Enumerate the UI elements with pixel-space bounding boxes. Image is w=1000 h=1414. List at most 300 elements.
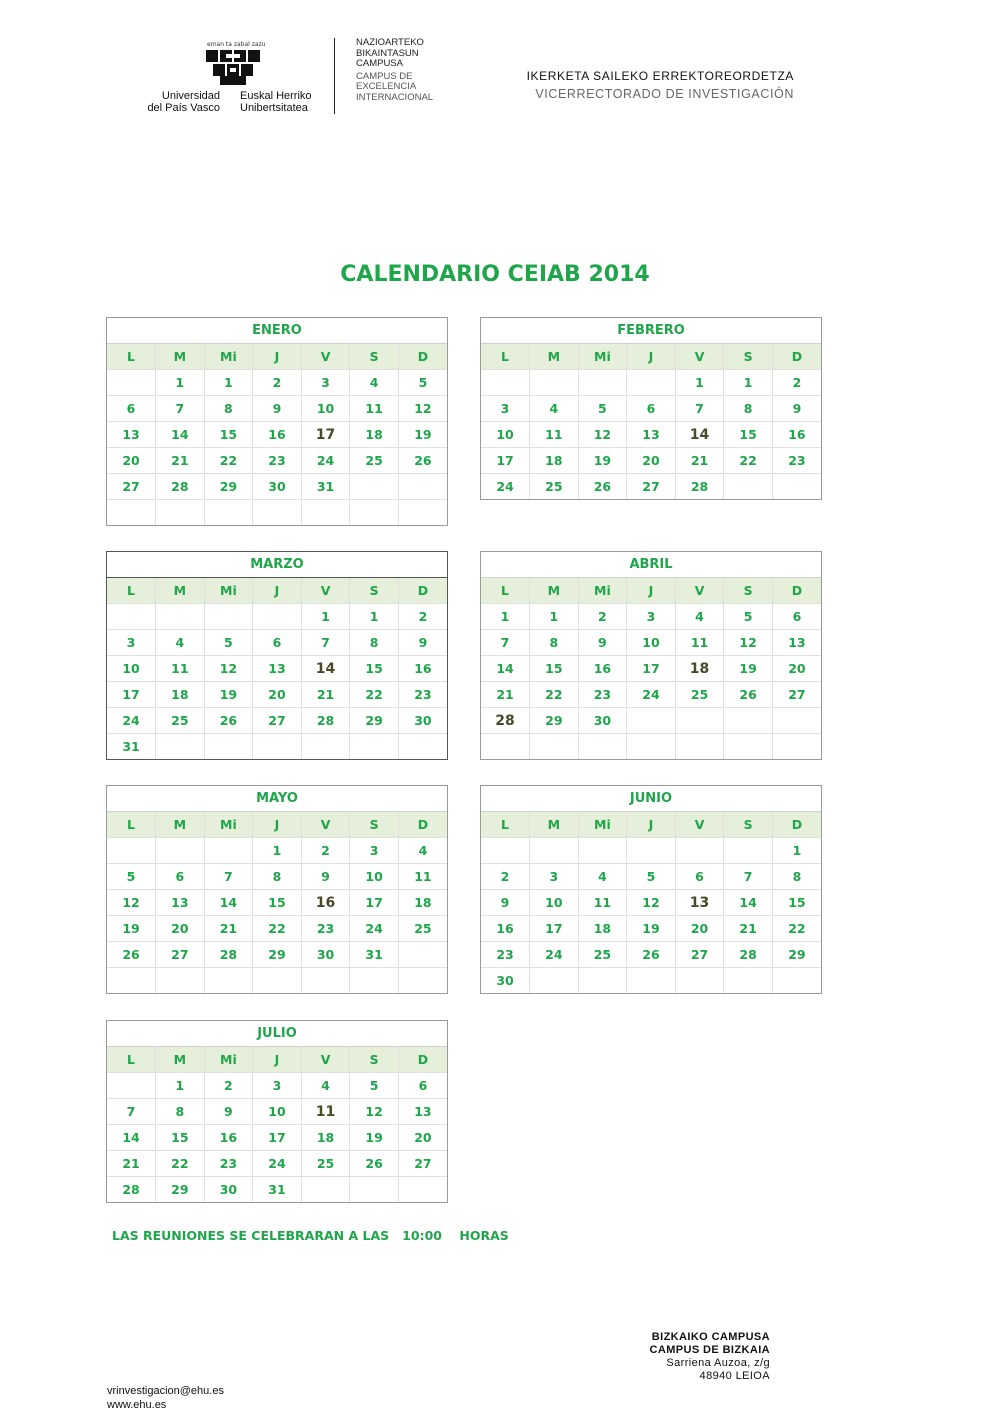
day-cell: 19 — [350, 1125, 399, 1151]
week-row — [107, 708, 447, 734]
day-cell: 4 — [301, 1073, 350, 1099]
day-cell: 21 — [107, 1151, 156, 1177]
empty-day-cell — [204, 604, 253, 630]
day-cell: 17 — [253, 1125, 302, 1151]
day-cell: 31 — [253, 1177, 302, 1203]
empty-day-cell — [204, 734, 253, 760]
month-table — [481, 812, 821, 993]
day-cell: 3 — [350, 838, 399, 864]
day-cell: 4 — [530, 396, 579, 422]
day-cell: 14 — [107, 1125, 156, 1151]
empty-day-cell — [398, 500, 447, 526]
weekday-label: J — [627, 812, 676, 838]
campus-address: BIZKAIKO CAMPUSA CAMPUS DE BIZKAIA Sarriena Auzoa, z/g 48940 LEIOA — [649, 1331, 770, 1382]
day-cell: 28 — [107, 1177, 156, 1203]
month-name: MAYO — [107, 786, 447, 812]
day-cell: 11 — [578, 890, 627, 916]
day-cell: 20 — [253, 682, 302, 708]
day-cell: 28 — [156, 474, 205, 500]
day-cell: 29 — [253, 942, 302, 968]
day-cell: 15 — [350, 656, 399, 682]
weekday-label: V — [301, 578, 350, 604]
weekday-label: Mi — [204, 812, 253, 838]
weekday-header-row — [481, 578, 821, 604]
week-row — [107, 422, 447, 448]
day-cell: 17 — [107, 682, 156, 708]
month-name: FEBRERO — [481, 318, 821, 344]
day-cell: 4 — [578, 864, 627, 890]
weekday-label: L — [481, 812, 530, 838]
day-cell: 9 — [253, 396, 302, 422]
day-cell: 14 — [481, 656, 530, 682]
day-cell: 27 — [253, 708, 302, 734]
day-cell: 16 — [772, 422, 821, 448]
day-cell: 30 — [253, 474, 302, 500]
week-row — [107, 682, 447, 708]
empty-day-cell — [724, 474, 773, 500]
day-cell: 24 — [301, 448, 350, 474]
day-cell: 7 — [107, 1099, 156, 1125]
month-calendar-marzo — [106, 551, 448, 760]
empty-day-cell — [156, 838, 205, 864]
month-table — [107, 1047, 447, 1202]
week-row — [481, 942, 821, 968]
day-cell: 18 — [301, 1125, 350, 1151]
day-cell: 3 — [253, 1073, 302, 1099]
day-cell: 3 — [301, 370, 350, 396]
day-cell: 3 — [530, 864, 579, 890]
day-cell: 1 — [350, 604, 399, 630]
day-cell: 25 — [350, 448, 399, 474]
day-cell: 14 — [724, 890, 773, 916]
day-cell: 24 — [530, 942, 579, 968]
weekday-label: S — [350, 578, 399, 604]
day-cell: 21 — [204, 916, 253, 942]
weekday-label: S — [724, 812, 773, 838]
day-cell: 9 — [301, 864, 350, 890]
day-cell: 31 — [107, 734, 156, 760]
day-cell: 1 — [724, 370, 773, 396]
day-cell: 23 — [481, 942, 530, 968]
day-cell: 3 — [107, 630, 156, 656]
week-row — [107, 1177, 447, 1203]
day-cell: 26 — [350, 1151, 399, 1177]
day-cell: 23 — [578, 682, 627, 708]
weekday-label: L — [481, 578, 530, 604]
empty-day-cell — [627, 708, 676, 734]
day-cell: 23 — [772, 448, 821, 474]
day-cell: 8 — [724, 396, 773, 422]
weekday-label: J — [253, 578, 302, 604]
weekday-label: V — [301, 812, 350, 838]
day-cell: 17 — [627, 656, 676, 682]
day-cell: 1 — [156, 1073, 205, 1099]
day-cell: 2 — [253, 370, 302, 396]
week-row — [481, 916, 821, 942]
day-cell: 12 — [350, 1099, 399, 1125]
day-cell: 4 — [156, 630, 205, 656]
weekday-label: L — [481, 344, 530, 370]
day-cell: 5 — [107, 864, 156, 890]
day-cell: 9 — [481, 890, 530, 916]
day-cell: 13 — [107, 422, 156, 448]
day-cell: 22 — [772, 916, 821, 942]
day-cell: 30 — [578, 708, 627, 734]
week-row — [107, 604, 447, 630]
weekday-label: M — [530, 812, 579, 838]
week-row — [107, 1073, 447, 1099]
week-row — [481, 734, 821, 760]
day-cell: 18 — [398, 890, 447, 916]
day-cell: 8 — [530, 630, 579, 656]
empty-day-cell — [724, 734, 773, 760]
weekday-label: J — [627, 344, 676, 370]
day-cell: 19 — [107, 916, 156, 942]
month-table — [107, 578, 447, 759]
week-row — [481, 864, 821, 890]
day-cell: 24 — [107, 708, 156, 734]
week-row — [107, 838, 447, 864]
weekday-label: L — [107, 578, 156, 604]
day-cell: 19 — [398, 422, 447, 448]
day-cell: 18 — [578, 916, 627, 942]
day-cell: 26 — [398, 448, 447, 474]
day-cell: 2 — [398, 604, 447, 630]
week-row — [107, 1099, 447, 1125]
empty-day-cell — [530, 370, 579, 396]
day-cell: 10 — [107, 656, 156, 682]
weekday-label: L — [107, 1047, 156, 1073]
month-calendar-mayo — [106, 785, 448, 994]
day-cell: 8 — [350, 630, 399, 656]
day-cell: 12 — [724, 630, 773, 656]
ehu-emblem-icon — [204, 46, 270, 86]
empty-day-cell — [350, 474, 399, 500]
week-row — [107, 630, 447, 656]
day-cell: 16 — [204, 1125, 253, 1151]
day-cell: 2 — [578, 604, 627, 630]
university-logo — [144, 34, 444, 116]
day-cell: 25 — [301, 1151, 350, 1177]
month-calendar-julio — [106, 1020, 448, 1203]
month-calendar-enero — [106, 317, 448, 526]
day-cell: 22 — [530, 682, 579, 708]
empty-day-cell — [578, 734, 627, 760]
day-cell: 1 — [253, 838, 302, 864]
month-table — [481, 578, 821, 759]
empty-day-cell — [724, 708, 773, 734]
empty-day-cell — [627, 838, 676, 864]
weekday-header-row — [107, 344, 447, 370]
day-cell: 2 — [204, 1073, 253, 1099]
meeting-day-cell: 16 — [301, 890, 350, 916]
week-row — [107, 734, 447, 760]
day-cell: 22 — [156, 1151, 205, 1177]
empty-day-cell — [204, 838, 253, 864]
logo-divider — [334, 38, 335, 114]
day-cell: 6 — [627, 396, 676, 422]
week-row — [107, 968, 447, 994]
day-cell: 1 — [301, 604, 350, 630]
month-name: JULIO — [107, 1021, 447, 1047]
day-cell: 5 — [627, 864, 676, 890]
contact-info — [107, 1384, 224, 1412]
empty-day-cell — [724, 838, 773, 864]
week-row — [107, 474, 447, 500]
day-cell: 16 — [481, 916, 530, 942]
week-row — [107, 916, 447, 942]
meeting-day-cell: 17 — [301, 422, 350, 448]
empty-day-cell — [398, 734, 447, 760]
day-cell: 9 — [578, 630, 627, 656]
weekday-label: M — [156, 1047, 205, 1073]
week-row — [107, 396, 447, 422]
weekday-label: L — [107, 344, 156, 370]
day-cell: 19 — [627, 916, 676, 942]
empty-day-cell — [301, 500, 350, 526]
day-cell: 13 — [398, 1099, 447, 1125]
empty-day-cell — [398, 1177, 447, 1203]
contact-email[interactable]: vrinvestigacion@ehu.es — [107, 1385, 224, 1397]
day-cell: 27 — [156, 942, 205, 968]
day-cell: 18 — [156, 682, 205, 708]
weekday-label: Mi — [204, 1047, 253, 1073]
day-cell: 29 — [350, 708, 399, 734]
day-cell: 9 — [398, 630, 447, 656]
day-cell: 17 — [481, 448, 530, 474]
day-cell: 12 — [204, 656, 253, 682]
weekday-label: S — [350, 344, 399, 370]
empty-day-cell — [627, 734, 676, 760]
weekday-label: M — [530, 578, 579, 604]
day-cell: 30 — [481, 968, 530, 994]
weekday-label: Mi — [578, 344, 627, 370]
weekday-label: V — [301, 344, 350, 370]
day-cell: 8 — [772, 864, 821, 890]
day-cell: 1 — [530, 604, 579, 630]
empty-day-cell — [301, 1177, 350, 1203]
day-cell: 5 — [204, 630, 253, 656]
week-row — [107, 500, 447, 526]
weekday-label: D — [398, 812, 447, 838]
empty-day-cell — [398, 968, 447, 994]
day-cell: 22 — [253, 916, 302, 942]
day-cell: 15 — [253, 890, 302, 916]
day-cell: 2 — [301, 838, 350, 864]
day-cell: 1 — [772, 838, 821, 864]
day-cell: 26 — [204, 708, 253, 734]
day-cell: 13 — [253, 656, 302, 682]
empty-day-cell — [724, 968, 773, 994]
weekday-label: D — [772, 344, 821, 370]
day-cell: 13 — [772, 630, 821, 656]
day-cell: 14 — [204, 890, 253, 916]
weekday-label: L — [107, 812, 156, 838]
empty-day-cell — [481, 370, 530, 396]
weekday-header-row — [107, 812, 447, 838]
day-cell: 28 — [204, 942, 253, 968]
day-cell: 7 — [156, 396, 205, 422]
day-cell: 26 — [724, 682, 773, 708]
month-table — [107, 812, 447, 993]
week-row — [481, 968, 821, 994]
weekday-label: Mi — [204, 578, 253, 604]
day-cell: 8 — [253, 864, 302, 890]
weekday-label: S — [724, 578, 773, 604]
empty-day-cell — [398, 942, 447, 968]
meeting-day-cell: 18 — [675, 656, 724, 682]
day-cell: 20 — [156, 916, 205, 942]
day-cell: 4 — [675, 604, 724, 630]
empty-day-cell — [481, 734, 530, 760]
day-cell: 24 — [253, 1151, 302, 1177]
university-name-es: Universidad del País Vasco — [147, 90, 220, 114]
weekday-label: Mi — [578, 578, 627, 604]
month-table — [481, 344, 821, 499]
day-cell: 11 — [675, 630, 724, 656]
empty-day-cell — [530, 968, 579, 994]
empty-day-cell — [398, 474, 447, 500]
empty-day-cell — [350, 734, 399, 760]
empty-day-cell — [301, 734, 350, 760]
empty-day-cell — [627, 370, 676, 396]
meeting-day-cell: 11 — [301, 1099, 350, 1125]
day-cell: 3 — [481, 396, 530, 422]
day-cell: 13 — [156, 890, 205, 916]
week-row — [107, 1151, 447, 1177]
day-cell: 28 — [724, 942, 773, 968]
empty-day-cell — [107, 1073, 156, 1099]
day-cell: 16 — [253, 422, 302, 448]
day-cell: 10 — [627, 630, 676, 656]
empty-day-cell — [156, 500, 205, 526]
week-row — [481, 838, 821, 864]
campus-label: NAZIOARTEKO BIKAINTASUN CAMPUSA CAMPUS DE EXCELENCIA INTERNACIONAL — [356, 37, 434, 103]
day-cell: 11 — [398, 864, 447, 890]
empty-day-cell — [107, 968, 156, 994]
week-row — [481, 682, 821, 708]
week-row — [481, 656, 821, 682]
weekday-label: M — [156, 812, 205, 838]
day-cell: 17 — [350, 890, 399, 916]
month-table — [107, 344, 447, 525]
month-name: MARZO — [107, 552, 447, 578]
empty-day-cell — [530, 838, 579, 864]
week-row — [481, 604, 821, 630]
day-cell: 12 — [107, 890, 156, 916]
day-cell: 27 — [107, 474, 156, 500]
empty-day-cell — [253, 500, 302, 526]
empty-day-cell — [578, 838, 627, 864]
day-cell: 15 — [156, 1125, 205, 1151]
department-es: VICERRECTORADO DE INVESTIGACIÓN — [535, 87, 794, 101]
day-cell: 7 — [724, 864, 773, 890]
day-cell: 25 — [156, 708, 205, 734]
empty-day-cell — [578, 968, 627, 994]
day-cell: 8 — [156, 1099, 205, 1125]
week-row — [107, 1125, 447, 1151]
empty-day-cell — [627, 968, 676, 994]
weekday-label: D — [772, 578, 821, 604]
month-calendar-febrero — [480, 317, 822, 500]
week-row — [481, 370, 821, 396]
empty-day-cell — [204, 500, 253, 526]
empty-day-cell — [350, 500, 399, 526]
contact-website[interactable]: www.ehu.es — [107, 1399, 167, 1411]
empty-day-cell — [107, 500, 156, 526]
day-cell: 11 — [530, 422, 579, 448]
empty-day-cell — [675, 838, 724, 864]
weekday-header-row — [481, 344, 821, 370]
day-cell: 6 — [156, 864, 205, 890]
day-cell: 7 — [301, 630, 350, 656]
empty-day-cell — [530, 734, 579, 760]
weekday-label: D — [398, 344, 447, 370]
week-row — [107, 370, 447, 396]
day-cell: 5 — [398, 370, 447, 396]
day-cell: 5 — [724, 604, 773, 630]
meeting-day-cell: 28 — [481, 708, 530, 734]
day-cell: 7 — [481, 630, 530, 656]
empty-day-cell — [253, 734, 302, 760]
weekday-header-row — [481, 812, 821, 838]
day-cell: 23 — [398, 682, 447, 708]
day-cell: 17 — [530, 916, 579, 942]
weekday-label: S — [350, 812, 399, 838]
weekday-label: V — [301, 1047, 350, 1073]
weekday-label: S — [724, 344, 773, 370]
meeting-day-cell: 13 — [675, 890, 724, 916]
day-cell: 1 — [156, 370, 205, 396]
weekday-header-row — [107, 1047, 447, 1073]
day-cell: 24 — [481, 474, 530, 500]
day-cell: 27 — [398, 1151, 447, 1177]
week-row — [481, 422, 821, 448]
day-cell: 5 — [578, 396, 627, 422]
day-cell: 27 — [675, 942, 724, 968]
day-cell: 31 — [350, 942, 399, 968]
day-cell: 16 — [398, 656, 447, 682]
day-cell: 25 — [578, 942, 627, 968]
day-cell: 2 — [481, 864, 530, 890]
day-cell: 29 — [530, 708, 579, 734]
day-cell: 20 — [772, 656, 821, 682]
day-cell: 10 — [530, 890, 579, 916]
empty-day-cell — [578, 370, 627, 396]
day-cell: 23 — [204, 1151, 253, 1177]
day-cell: 27 — [772, 682, 821, 708]
day-cell: 25 — [530, 474, 579, 500]
weekday-label: J — [253, 344, 302, 370]
day-cell: 26 — [578, 474, 627, 500]
week-row — [107, 890, 447, 916]
day-cell: 5 — [350, 1073, 399, 1099]
empty-day-cell — [772, 708, 821, 734]
day-cell: 19 — [724, 656, 773, 682]
empty-day-cell — [675, 734, 724, 760]
day-cell: 1 — [481, 604, 530, 630]
week-row — [107, 448, 447, 474]
day-cell: 21 — [675, 448, 724, 474]
weekday-label: V — [675, 578, 724, 604]
weekday-label: D — [398, 1047, 447, 1073]
empty-day-cell — [156, 604, 205, 630]
weekday-label: S — [350, 1047, 399, 1073]
day-cell: 10 — [481, 422, 530, 448]
day-cell: 10 — [301, 396, 350, 422]
day-cell: 26 — [627, 942, 676, 968]
day-cell: 22 — [204, 448, 253, 474]
